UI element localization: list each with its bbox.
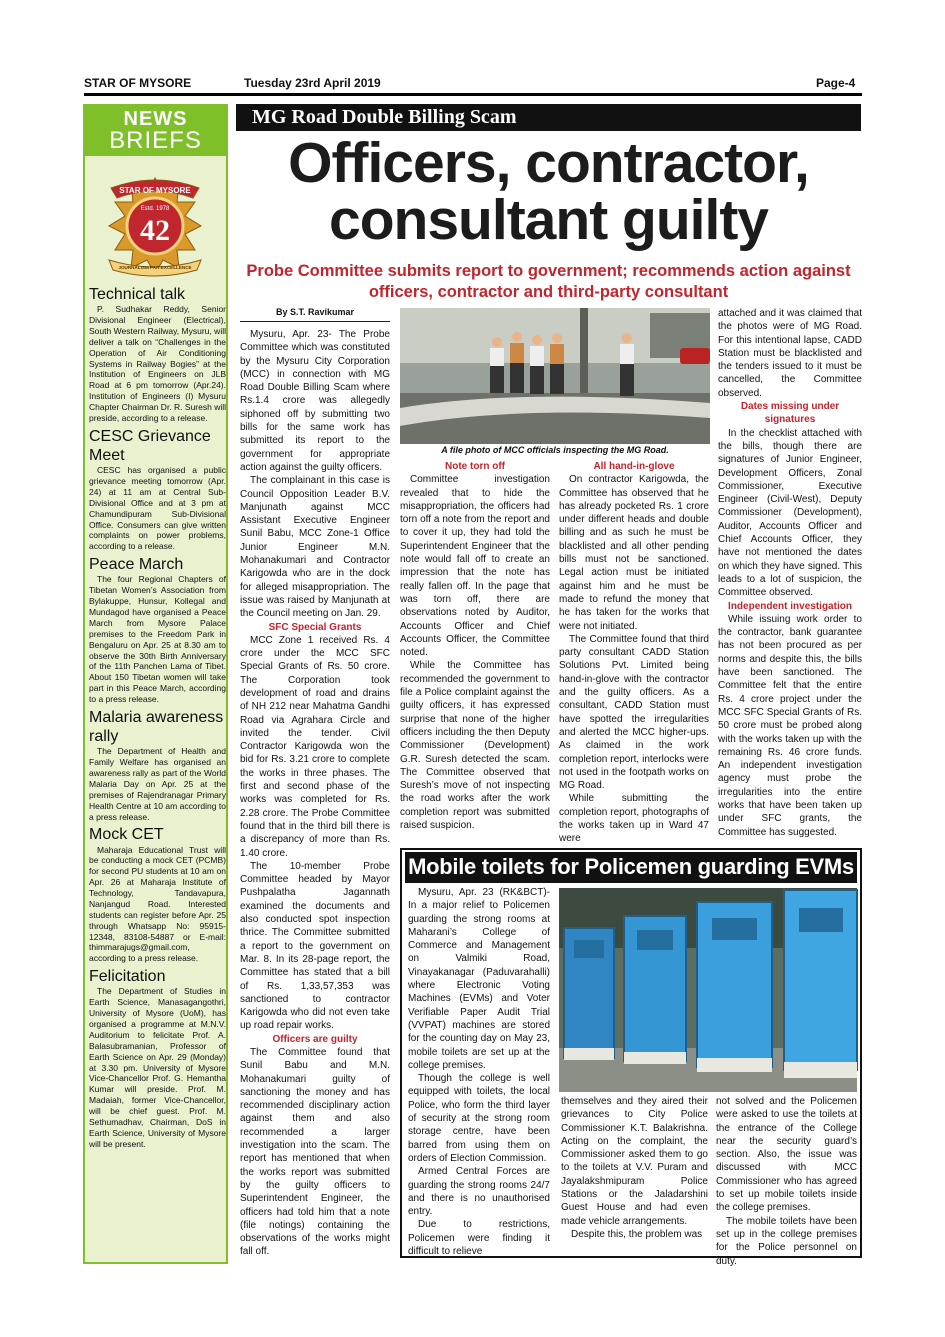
story-column-4-text: [718, 307, 862, 839]
story-byline: By S.T. Ravikumar: [240, 307, 390, 322]
toilets-column-2: [561, 1095, 708, 1255]
toilets-column-3-text: [716, 1095, 857, 1268]
story-column-1: [240, 307, 390, 1267]
mobile-toilets-photo: [559, 888, 857, 1092]
paragraph-continued: attached and it was claimed that the photos were of MG Road. For this intentional lapse, CADD Station must be blacklisted and the tenders issued to it must be cancelled, the Committee observed.: [718, 308, 862, 399]
paragraph: Despite this, the problem was: [571, 1228, 703, 1240]
brief-body: The Department of Studies in Earth Science, Manasagangothri, University of Mysore (UoM), has organised a programme at M.N.V. Auditorium to felicitate Prof. A. Balasubramanian, Professor of Earth Science on Apr. 29 (Monday) at 3.30 pm. University of Mysore Vice-Chancellor Prof. G. Hemantha Kumar will preside. Prof. M. Madaiah, former Vice-Chancellor, will be chief guest. Prof. M. Sethumadhav, Chairman, DoS in Earth Science, University of Mysore will be present.: [89, 986, 226, 1149]
photo-caption: A file photo of MCC officials inspecting the MG Road.: [441, 445, 669, 455]
subheading: All hand-in-glove: [593, 461, 675, 472]
paragraph: The complainant in this case is Council Opposition Leader B.V. Manjunath against MCC Assistant Executive Engineer Sunil Babu, MCC Zone-1 Office Junior Engineer M.N. Mohanakumari and Contractor Karigowda who are in the dock for alleged misappropriation. The issue was raised by Manjunath at the Council meeting on Jan. 29.: [240, 475, 390, 620]
photo-illustration-icon: [400, 308, 710, 444]
story-column-4: [718, 307, 862, 842]
paragraph: On contractor Karigowda, the Committee has observed that he has already pocketed Rs. 1 crore under different heads and double billing and as such he must be blacklisted and all other pending bills must not be sanctioned. Legal action must be initiated against him and he must be made to refund the money that he has taken for the works that were not initiated.: [559, 474, 709, 632]
subheading: SFC Special Grants: [268, 621, 362, 633]
brief-body: P. Sudhakar Reddy, Senior Divisional Engineer (Electrical), South Western Railway, Mysuru, will deliver a talk on “Challenges in the Operation of Air Conditioning Systems in Railway Bogies” at the Institution of Engineers on JLB Road at 6 pm tomorrow (Apr.24). Institution of Engineers (I) Mysuru Chapter Chairman Dr. R. Suresh will preside, according to a release.: [89, 304, 226, 423]
logo-estd-text: Estd. 1978: [140, 206, 170, 212]
page-number: Page-4: [816, 76, 856, 90]
story-deck: Probe Committee submits report to government; recommends action against officers, contractor and third-party consultant: [246, 262, 851, 302]
paragraph: In the checklist attached with the bills, though there are signatures of Junior Engineer, Development Officers, Zonal Commissioner, Executive Engineer (Civil-West), Deputy Commissioner (Development), Auditor, Accounts Officer and Chief Accounts Officer, they have not mentioned the dates on which they have signed. This leads to a lot of suspicion, the Committee observed.: [718, 427, 862, 599]
mobile-toilets-headline: Mobile toilets for Policemen guarding EVMs: [405, 852, 857, 883]
issue-date: Tuesday 23rd April 2019: [244, 76, 381, 90]
paragraph: While submitting the completion report, photographs of the works taken up in Ward 47 were: [559, 793, 709, 845]
story-headline: Officers, contractor, consultant guilty: [288, 131, 809, 252]
brief-title: Malaria awareness rally: [89, 708, 224, 746]
paragraph: The Committee found that Sunil Babu and M.N. Mohanakumari guilty of sanctioning the money and has recommended disciplinary action against them and also recommended a larger investigation into the scam. The report has mentioned that when the works report was submitted by the guilty officers to Superintendent Engineer, the officers had told him that a note (file notings) containing the observations of the works might fall off.: [240, 1047, 390, 1258]
paragraph: Mysuru, Apr. 23 (RK&BCT)- In a major relief to Policemen guarding the strong rooms at Maharani’s College of Commerce and Management on Valmiki Road, Vinayakanagar (Paduvarahalli) where Electronic Voting Machines (EVMs) and Voter Verifiable Paper Audit Trial (VVPAT) machines are stored for the counting day on May 23, mobile toilets are set up at the college premises.: [408, 887, 550, 1071]
subheading: Independent investigation: [728, 600, 852, 612]
toilets-column-3: [716, 1095, 857, 1267]
anniversary-logo-icon: [93, 170, 218, 280]
story-column-3-text: [559, 460, 709, 846]
toilets-column-2-text: [561, 1095, 708, 1241]
story-column-2-text: [400, 460, 550, 832]
paper-name: STAR OF MYSORE: [84, 76, 192, 90]
paragraph: MCC Zone 1 received Rs. 4 crore under the MCC SFC Special Grants of Rs. 50 crore. The Corporation took development of road and drains of NH 212 near Mahatma Gandhi Road via Agrahara Circle and invited the tender. Civil Contractor Karigowda won the bid for Rs. 3.21 crore to complete the works in three phases. The first and second phase of the works was completed for Rs. 2.28 crore. The Probe Committee found that in the third bill there is a discrepancy of more than Rs. 1.40 crore.: [240, 634, 390, 859]
brief-title: Peace March: [89, 556, 184, 574]
paragraph: Armed Central Forces are guarding the strong rooms 24/7 and there is no unauthorised entry.: [408, 1166, 550, 1218]
news-briefs-title-line2: BRIEFS: [109, 127, 202, 154]
mobile-toilets-illustration-icon: [559, 888, 857, 1092]
subheading: Dates missing under signatures: [740, 401, 840, 426]
story-column-3: [559, 460, 709, 845]
brief-body: The Department of Health and Family Welfare has organised an awareness rally as part of the World Malaria Day on Apr. 25 at the premises of Rajendranagar Primary Health Centre at 10 am according to a press release.: [89, 746, 226, 822]
paragraph: The 10-member Probe Committee headed by Mayor Pushpalatha Jagannath examined the documents and also conducted spot inspection thrice. The Committee submitted a report to the government on Mar. 8. In its 28-page report, the Committee has stated that a bill of Rs. 1,33,57,353 was sanctioned to contractor Karigowda who did not even take up road repair works.: [240, 860, 390, 1032]
brief-title: Felicitation: [89, 968, 166, 986]
paragraph: Mysuru, Apr. 23- The Probe Committee which was constituted by the Mysuru City Corporation (MCC) in connection with MG Road Double Billing Scam where Rs.1.4 crore was allegedly siphoned off by submitting two bills for the same work has submitted its report to the government for appropriate action against the guilty officers.: [240, 328, 390, 473]
brief-body: Maharaja Educational Trust will be conducting a mock CET (PCMB) for second PU students at 10 am on Apr. 26 at Maharaja Institute of Technology, Tandavapura, Nanjangud Road. Interested students can register before Apr. 25 through Whatsapp No: 95915-12348, 83108-54887 or E-mail: thimmarajugs@gmail.com, according to a press release.: [89, 844, 226, 964]
subheading: Officers are guilty: [272, 1033, 358, 1045]
story-column-2: [400, 460, 550, 840]
logo-number: 42: [140, 214, 170, 247]
news-briefs-panel: [83, 104, 228, 1264]
brief-title: Mock CET: [89, 826, 164, 844]
story-kicker: MG Road Double Billing Scam: [236, 104, 861, 131]
paragraph: The Committee found that third party consultant CADD Station Solutions Pvt. Limited being hand-in-glove with the contractor and the guilty officers. As a consultant, CADD Station must have spotted the irregularities and alerted the MCC higher-ups. As claimed in the work completion report, interlocks were not used in the footpath works on MG Road.: [559, 633, 709, 792]
brief-body: The four Regional Chapters of Tibetan Women’s Association from Bylakuppe, Hunsur, Kollegal and Mundagod have organised a Peace March from Mysore Palace premises to the Freedom Park in Bengaluru on Apr. 25 at 8.30 am to observe the 30th Birth Anniversary of the 11th Panchen Lama of Tibet. About 150 Tibetan women will take part in this Peace March, according to a press release.: [89, 574, 226, 704]
brief-title: CESC Grievance Meet: [89, 427, 211, 464]
logo-motto-text: JOURNALISM PAR EXCELLENCE: [118, 265, 192, 270]
news-briefs-title-line1: NEWS: [123, 108, 188, 130]
paragraph: While the Committee has recommended the government to file a Police complaint against the guilty officers, it has expressed surprise that none of the higher officers including the then Deputy Commissioner (Development) G.R. Suresh detected the scam. The Committee observed that Suresh’s move of not inspecting the road works after the work completion report was submitted raised suspicion.: [400, 660, 550, 832]
story-column-1-text: [240, 328, 390, 1259]
logo-top-text: STAR OF MYSORE: [119, 186, 191, 195]
header-rule: [84, 93, 862, 96]
news-briefs-title: [85, 106, 226, 156]
subheading: Note torn off: [445, 461, 505, 472]
brief-title: Technical talk: [89, 286, 186, 303]
mg-road-inspection-photo: [400, 308, 710, 444]
toilets-column-1: [408, 886, 550, 1256]
toilets-column-1-text: [408, 886, 550, 1258]
news-briefs-list: [89, 282, 226, 1150]
paragraph: Though the college is well equipped with toilets, the local Police, who form the third layer of security at the strong room storage centre, have been barred from using them on orders of Election Commission.: [408, 1073, 550, 1164]
paragraph: While issuing work order to the contractor, bank guarantee has not been procured as per norms and despite this, the bills have been sanctioned. The Committee felt that the entire Rs. 4 crore project under the MCC SFC Special Grants of Rs. 50 crore must be probed along with the works taken up with the remaining Rs. 46 crore funds. An independent investigation agency must probe the irregularities into the entire works that have been taken up under SFC grants, the Committee has suggested.: [718, 613, 862, 838]
brief-body: CESC has organised a public grievance meeting tomorrow (Apr. 24) at 11 am at Central Sub-Divisional Office and at 3 pm at Chamundipuram Sub-Divisional Office. Consumers can give written complaints on power problems, according to a release.: [89, 465, 226, 552]
paragraph-continued: themselves and they aired their grievances to City Police Commissioner K.T. Balakrishna. Acting on the complaint, the Commissioner asked them to go to the toilets at V.V. Puram and Jayalakshmipuram Police Stations or the Jaladarshini Guest House and had even made vehicle arrangements.: [561, 1096, 708, 1227]
paragraph: Due to restrictions, Policemen were finding it difficult to relieve: [408, 1219, 550, 1258]
paragraph-continued: not solved and the Policemen were asked to use the toilets at the entrance of the College near the security guard’s section. Also, the issue was discussed with MCC Commissioner who has agreed to set up mobile toilets inside the college premises.: [716, 1096, 857, 1214]
paragraph: Committee investigation revealed that to hide the misappropriation, the officers had torn off a note from the report and to cover it up, they had told the Superintendent Engineer that the note would fall off to create an impression that the note has really fallen off. In the page that was torn off, there are observations noted by Auditor, Accounts Officer and Chief Accounts Officer, the Committee noted.: [400, 474, 550, 659]
paragraph: The mobile toilets have been set up in the college premises for the Police personnel on duty.: [716, 1215, 857, 1267]
